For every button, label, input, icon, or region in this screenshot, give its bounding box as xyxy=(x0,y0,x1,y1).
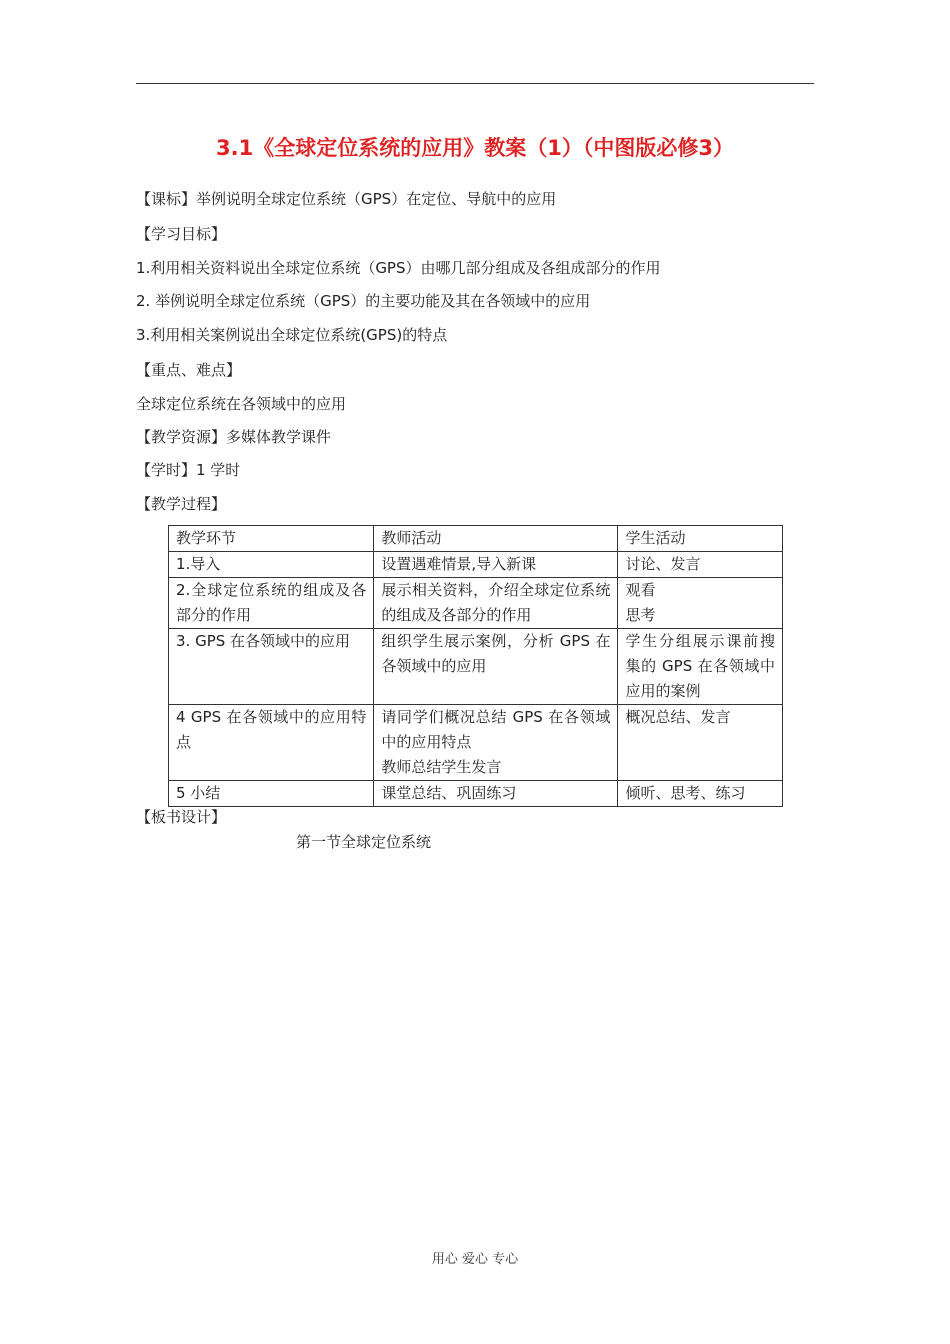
table-row xyxy=(169,629,783,705)
class-hours: 【学时】1 学时 xyxy=(136,461,241,479)
cell-text: 请同学们概况总结 GPS 在各领域中的应用特点 xyxy=(381,708,611,751)
cell-text: 学生分组展示课前搜集的 GPS 在各领域中应用的案例 xyxy=(625,632,775,700)
header-teacher: 教师活动 xyxy=(374,526,618,552)
cell-text: 概况总结、发言 xyxy=(625,708,731,726)
curriculum-standard: 【课标】举例说明全球定位系统（GPS）在定位、导航中的应用 xyxy=(136,190,557,208)
cell-text: 3. GPS 在各领域中的应用 xyxy=(176,632,351,650)
board-design-heading: 【板书设计】 xyxy=(136,808,227,826)
objective-2: 2. 举例说明全球定位系统（GPS）的主要功能及其在各领域中的应用 xyxy=(136,292,591,310)
objective-1: 1.利用相关资料说出全球定位系统（GPS）由哪几部分组成及各组成部分的作用 xyxy=(136,259,661,277)
process-heading: 【教学过程】 xyxy=(136,495,227,513)
key-points: 全球定位系统在各领域中的应用 xyxy=(136,395,347,413)
student-cell xyxy=(618,552,783,578)
cell-text: 教师总结学生发言 xyxy=(381,758,502,776)
cell-text: 课堂总结、巩固练习 xyxy=(381,784,517,802)
student-cell xyxy=(618,629,783,705)
teaching-process-table xyxy=(168,525,783,807)
student-cell xyxy=(618,781,783,807)
cell-text: 2.全球定位系统的组成及各部分的作用 xyxy=(176,581,367,624)
teacher-cell xyxy=(374,552,618,578)
table-row xyxy=(169,705,783,781)
board-design-content: 第一节全球定位系统 xyxy=(296,833,432,851)
header-student: 学生活动 xyxy=(618,526,783,552)
cell-text: 倾听、思考、练习 xyxy=(625,784,746,802)
document-title: 3.1《全球定位系统的应用》教案（1）（中图版必修3） xyxy=(216,136,734,160)
objectives-heading: 【学习目标】 xyxy=(136,225,227,243)
table-row xyxy=(169,578,783,629)
teacher-cell xyxy=(374,705,618,781)
stage-cell xyxy=(169,629,374,705)
cell-text: 组织学生展示案例，分析 GPS 在各领域中的应用 xyxy=(381,632,611,675)
teacher-cell xyxy=(374,578,618,629)
cell-text: 观看 xyxy=(625,581,656,599)
table-row xyxy=(169,552,783,578)
table-header-row xyxy=(169,526,783,552)
teaching-resources: 【教学资源】多媒体教学课件 xyxy=(136,428,332,446)
header-stage: 教学环节 xyxy=(169,526,374,552)
student-cell xyxy=(618,578,783,629)
table-row xyxy=(169,781,783,807)
cell-text: 设置遇难情景,导入新课 xyxy=(381,555,537,573)
teacher-cell xyxy=(374,781,618,807)
objective-3: 3.利用相关案例说出全球定位系统(GPS)的特点 xyxy=(136,326,448,344)
stage-cell xyxy=(169,781,374,807)
header-rule xyxy=(136,83,814,84)
cell-text: 讨论、发言 xyxy=(625,555,701,573)
student-cell xyxy=(618,705,783,781)
teacher-cell xyxy=(374,629,618,705)
cell-text: 思考 xyxy=(625,606,656,624)
cell-text: 4 GPS 在各领域中的应用特点 xyxy=(176,708,367,751)
cell-text: 1.导入 xyxy=(176,555,221,573)
key-points-heading: 【重点、难点】 xyxy=(136,361,242,379)
stage-cell xyxy=(169,578,374,629)
stage-cell xyxy=(169,552,374,578)
cell-text: 展示相关资料，介绍全球定位系统的组成及各部分的作用 xyxy=(381,581,611,624)
cell-text: 5 小结 xyxy=(176,784,221,802)
page-footer: 用心 爱心 专心 xyxy=(431,1252,519,1267)
stage-cell xyxy=(169,705,374,781)
